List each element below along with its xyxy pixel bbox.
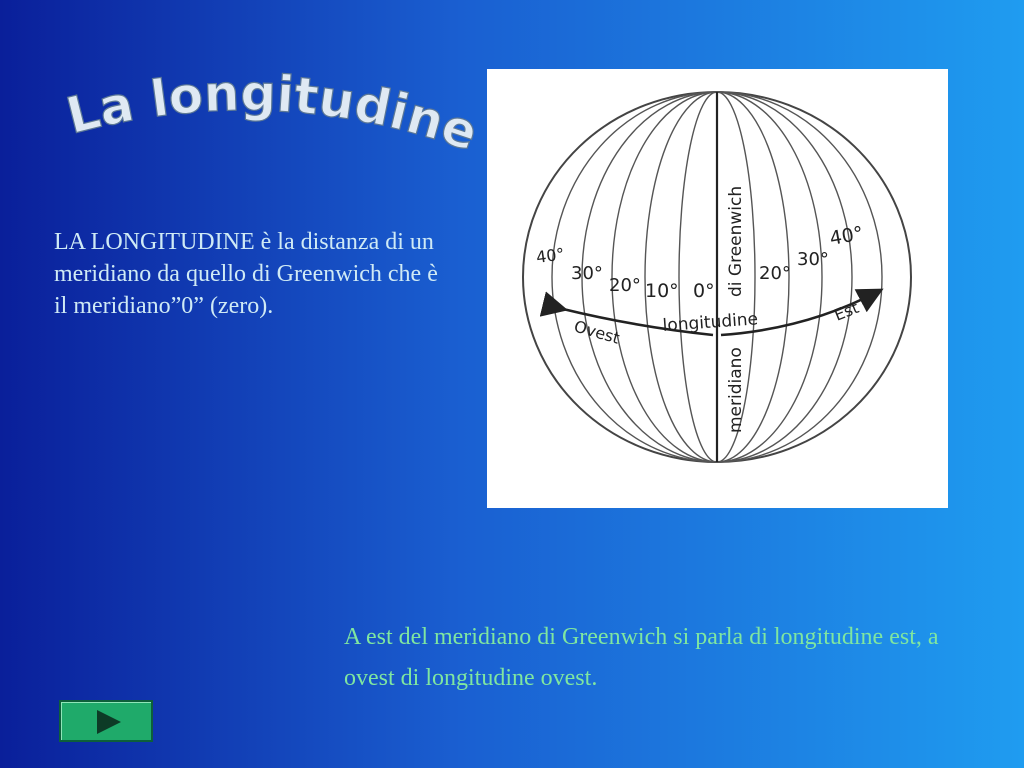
note-text: A est del meridiano di Greenwich si parla di longitudine est, a ovest di longitudine ovest. xyxy=(344,624,939,691)
east-label: Est xyxy=(831,297,862,325)
play-triangle-icon xyxy=(95,709,123,735)
deg-east-40: 40° xyxy=(828,222,866,250)
definition-text: LA LONGITUDINE è la distanza di un meridiano da quello di Greenwich che è il meridiano”0” (zero). xyxy=(54,229,438,319)
deg-west-30: 30° xyxy=(571,263,603,284)
meridian-label-top: di Greenwich xyxy=(726,185,746,297)
longitude-label: longitudine xyxy=(661,309,759,336)
meridian-label-bottom: meridiano xyxy=(726,347,746,433)
slide-title-path: La longitudine xyxy=(60,64,485,162)
deg-east-20: 20° xyxy=(759,263,791,284)
deg-west-20: 20° xyxy=(609,275,641,296)
next-slide-button[interactable] xyxy=(59,700,153,742)
deg-west-40: 40° xyxy=(534,244,566,267)
slide-title xyxy=(60,52,490,162)
slide-title-text xyxy=(61,64,485,162)
deg-west-10: 10° xyxy=(645,280,679,302)
globe-figure xyxy=(487,69,948,508)
west-label: Ovest xyxy=(571,316,622,348)
deg-zero: 0° xyxy=(693,280,715,302)
deg-east-30: 30° xyxy=(797,249,829,270)
